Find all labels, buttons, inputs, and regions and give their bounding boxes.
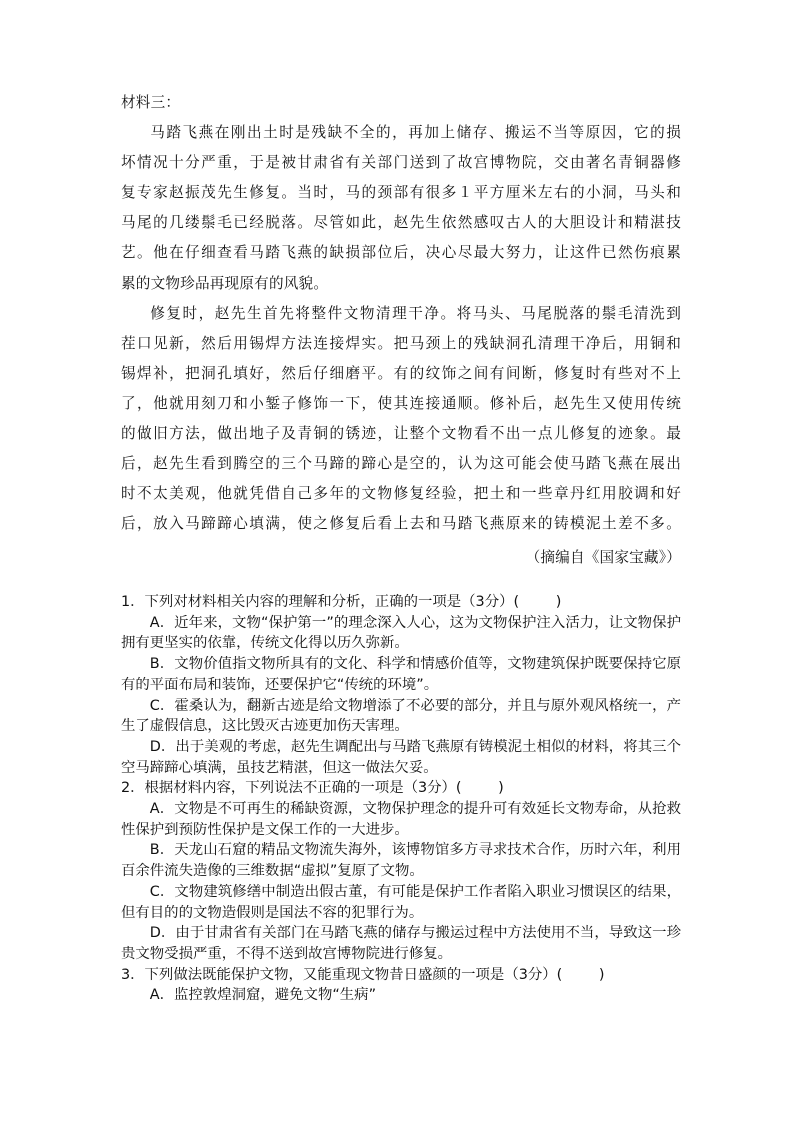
answer-blank	[519, 594, 556, 610]
option-b: B．天龙山石窟的精品文物流失海外，该博物馆多方寻求技术合作，历时六年，利用百余件流失造像的三维数据“虚拟”复原了文物。	[121, 842, 681, 880]
text-line: 了，他就用刻刀和小錾子修饰一下，使其连接通顺。修补后，赵先生又使用传统	[121, 394, 681, 412]
material-heading: 材料三：	[121, 94, 181, 111]
text-line: 的做旧方法，做出地子及青铜的锈迹，让整个文物看不出一点儿修复的迹象。最	[121, 425, 681, 443]
text-line: 锡焊补，把洞孔填好，然后仔细磨平。有的纹饰之间有间断，修复时有些对不上	[121, 364, 681, 382]
question-2	[121, 778, 681, 964]
question-1	[121, 592, 681, 778]
text-line: 后，赵先生看到腾空的三个马蹄的蹄心是空的，认为这可能会使马踏飞燕在展出	[121, 455, 681, 473]
text-line: 马尾的几缕鬃毛已经脱落。尽管如此，赵先生依然感叹古人的大胆设计和精湛技	[121, 214, 681, 232]
question-stem: 2．根据材料内容，下列说法不正确的一项是（3分）( )	[121, 780, 504, 797]
text-line: 坏情况十分严重，于是被甘肃省有关部门送到了故宫博物院，交由著名青铜器修	[121, 154, 681, 172]
material-paragraph-1	[121, 118, 681, 299]
text-line: 累的文物珍品再现原有的风貌。	[121, 274, 329, 292]
answer-blank	[562, 967, 599, 983]
answer-blank	[462, 780, 499, 796]
option-a: A．监控敦煌洞窟，避免文物“生病”	[149, 987, 377, 1004]
option-d: D．出于美观的考虑，赵先生调配出与马踏飞燕原有铸模泥土相似的材料，将其三个空马蹄蹄心填满，虽技艺精湛，但这一做法欠妥。	[121, 738, 681, 776]
option-a: A．文物是不可再生的稀缺资源，文物保护理念的提升可有效延长文物寿命，从抢救性保护到预防性保护是文保工作的一大进步。	[121, 801, 681, 838]
text-line: 马踏飞燕在刚出土时是残缺不全的，再加上储存、搬运不当等原因，它的损	[150, 124, 681, 142]
material-paragraph-2	[121, 299, 681, 540]
option-c: C．文物建筑修缮中制造出假古董，有可能是保护工作者陷入职业习惯误区的结果，但有目的的文物造假则是国法不容的犯罪行为。	[121, 883, 681, 921]
material-three	[121, 88, 681, 574]
text-line: 艺。他在仔细查看马踏飞燕的缺损部位后，决心尽最大努力，让这件已然伤痕累	[121, 244, 681, 262]
source-citation: （摘编自《国家宝藏》）	[525, 549, 681, 567]
option-a: A．近年来，文物“保护第一”的理念深入人心，这为文物保护注入活力，让文物保护拥有更坚实的依靠，传统文化得以历久弥新。	[121, 614, 681, 652]
question-3	[121, 965, 681, 1006]
question-list	[121, 592, 681, 1006]
question-stem: 1．下列对材料相关内容的理解和分析，正确的一项是（3分）( )	[121, 594, 562, 610]
text-line: 时不太美观，他就凭借自己多年的文物修复经验，把土和一些章丹红用胶调和好	[121, 485, 681, 503]
text-line: 后，放入马蹄蹄心填满，使之修复后看上去和马踏飞燕原来的铸模泥土差不多。	[121, 515, 681, 533]
option-b: B．文物价值指文物所具有的文化、科学和情感价值等，文物建筑保护既要保持它原有的平面布局和装饰，还要保护它“传统的环境”。	[121, 656, 681, 693]
option-c: C．霍桑认为，翻新古迹是给文物增添了不必要的部分，并且与原外观风格统一，产生了虚假信息，这比毁灭古迹更加伤天害理。	[121, 697, 681, 735]
text-line: 复专家赵振茂先生修复。当时，马的颈部有很多１平方厘米左右的小洞，马头和	[121, 184, 681, 202]
question-stem: 3．下列做法既能保护文物，又能重现文物昔日盛颜的一项是（3分）( )	[121, 966, 605, 983]
text-line: 修复时，赵先生首先将整件文物清理干净。将马头、马尾脱落的鬃毛清洗到	[150, 304, 681, 322]
option-d: D．由于甘肃省有关部门在马踏飞燕的储存与搬运过程中方法使用不当，导致这一珍贵文物受损严重，不得不送到故宫博物院进行修复。	[121, 925, 681, 962]
text-line: 茬口见新，然后用锡焊方法连接焊实。把马颈上的残缺洞孔清理干净后，用铜和	[121, 334, 681, 352]
